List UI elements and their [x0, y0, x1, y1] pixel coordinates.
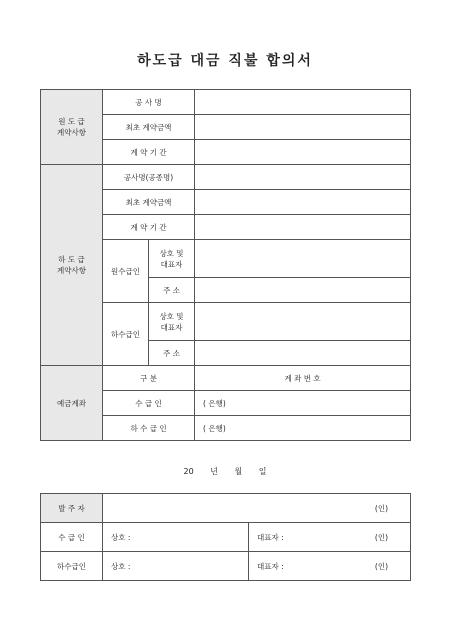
field-sub-address[interactable] — [195, 341, 411, 366]
field-orderer-seal[interactable]: (인) — [103, 494, 411, 523]
label-project-name: 공 사 명 — [103, 90, 195, 115]
field-subcontractor-rep[interactable]: 대표자 : (인) — [249, 552, 411, 581]
label-sign-contractor: 수 급 인 — [41, 523, 103, 552]
label-contractor-account: 수 급 인 — [103, 391, 195, 416]
label-sub-address: 주 소 — [149, 341, 195, 366]
field-contract-period[interactable] — [195, 140, 411, 165]
label-prime-contractor: 원수급인 — [103, 240, 149, 303]
field-prime-address[interactable] — [195, 278, 411, 303]
label-prime-address: 주 소 — [149, 278, 195, 303]
label-sign-subcontractor: 하수급인 — [41, 552, 103, 581]
signature-table — [40, 493, 411, 581]
field-subcontractor-company[interactable]: 상호 : — [103, 552, 249, 581]
field-sub-contract-period[interactable] — [195, 215, 411, 240]
field-prime-name-rep[interactable] — [195, 240, 411, 278]
label-subcontractor: 하수급인 — [103, 303, 149, 366]
field-contractor-company[interactable]: 상호 : — [103, 523, 249, 552]
field-initial-amount[interactable] — [195, 115, 411, 140]
label-orderer: 발 주 자 — [41, 494, 103, 523]
label-contract-period: 계 약 기 간 — [103, 140, 195, 165]
field-project-name[interactable] — [195, 90, 411, 115]
field-sub-name-rep[interactable] — [195, 303, 411, 341]
document-title: 하도급 대금 직불 합의서 — [137, 53, 313, 69]
label-prime-name-rep: 상호 및 대표자 — [149, 240, 195, 278]
label-division: 구 분 — [103, 366, 195, 391]
label-sub-contract-period: 계 약 기 간 — [103, 215, 195, 240]
subcontractor-seal: (인) — [374, 561, 389, 571]
field-contractor-rep[interactable]: 대표자 : (인) — [249, 523, 411, 552]
label-initial-amount: 최초 계약금액 — [103, 115, 195, 140]
contractor-seal: (인) — [374, 532, 389, 542]
label-subcontractor-account: 하 수 급 인 — [103, 416, 195, 441]
contract-table — [40, 89, 411, 441]
label-sub-project-name: 공사명(공종명) — [103, 165, 195, 190]
section-prime-contract: 원 도 급 계약사항 — [41, 90, 103, 165]
field-subcontractor-account[interactable]: ( 은행) — [195, 416, 411, 441]
section-subcontract: 하 도 급 계약사항 — [41, 165, 103, 366]
section-bank-account: 예금계좌 — [41, 366, 103, 441]
date-line: 20 년 월 일 — [183, 467, 267, 476]
label-sub-initial-amount: 최초 계약금액 — [103, 190, 195, 215]
label-account-number: 계 좌 번 호 — [195, 366, 411, 391]
field-sub-project-name[interactable] — [195, 165, 411, 190]
field-contractor-account[interactable]: ( 은행) — [195, 391, 411, 416]
field-sub-initial-amount[interactable] — [195, 190, 411, 215]
label-sub-name-rep: 상호 및 대표자 — [149, 303, 195, 341]
